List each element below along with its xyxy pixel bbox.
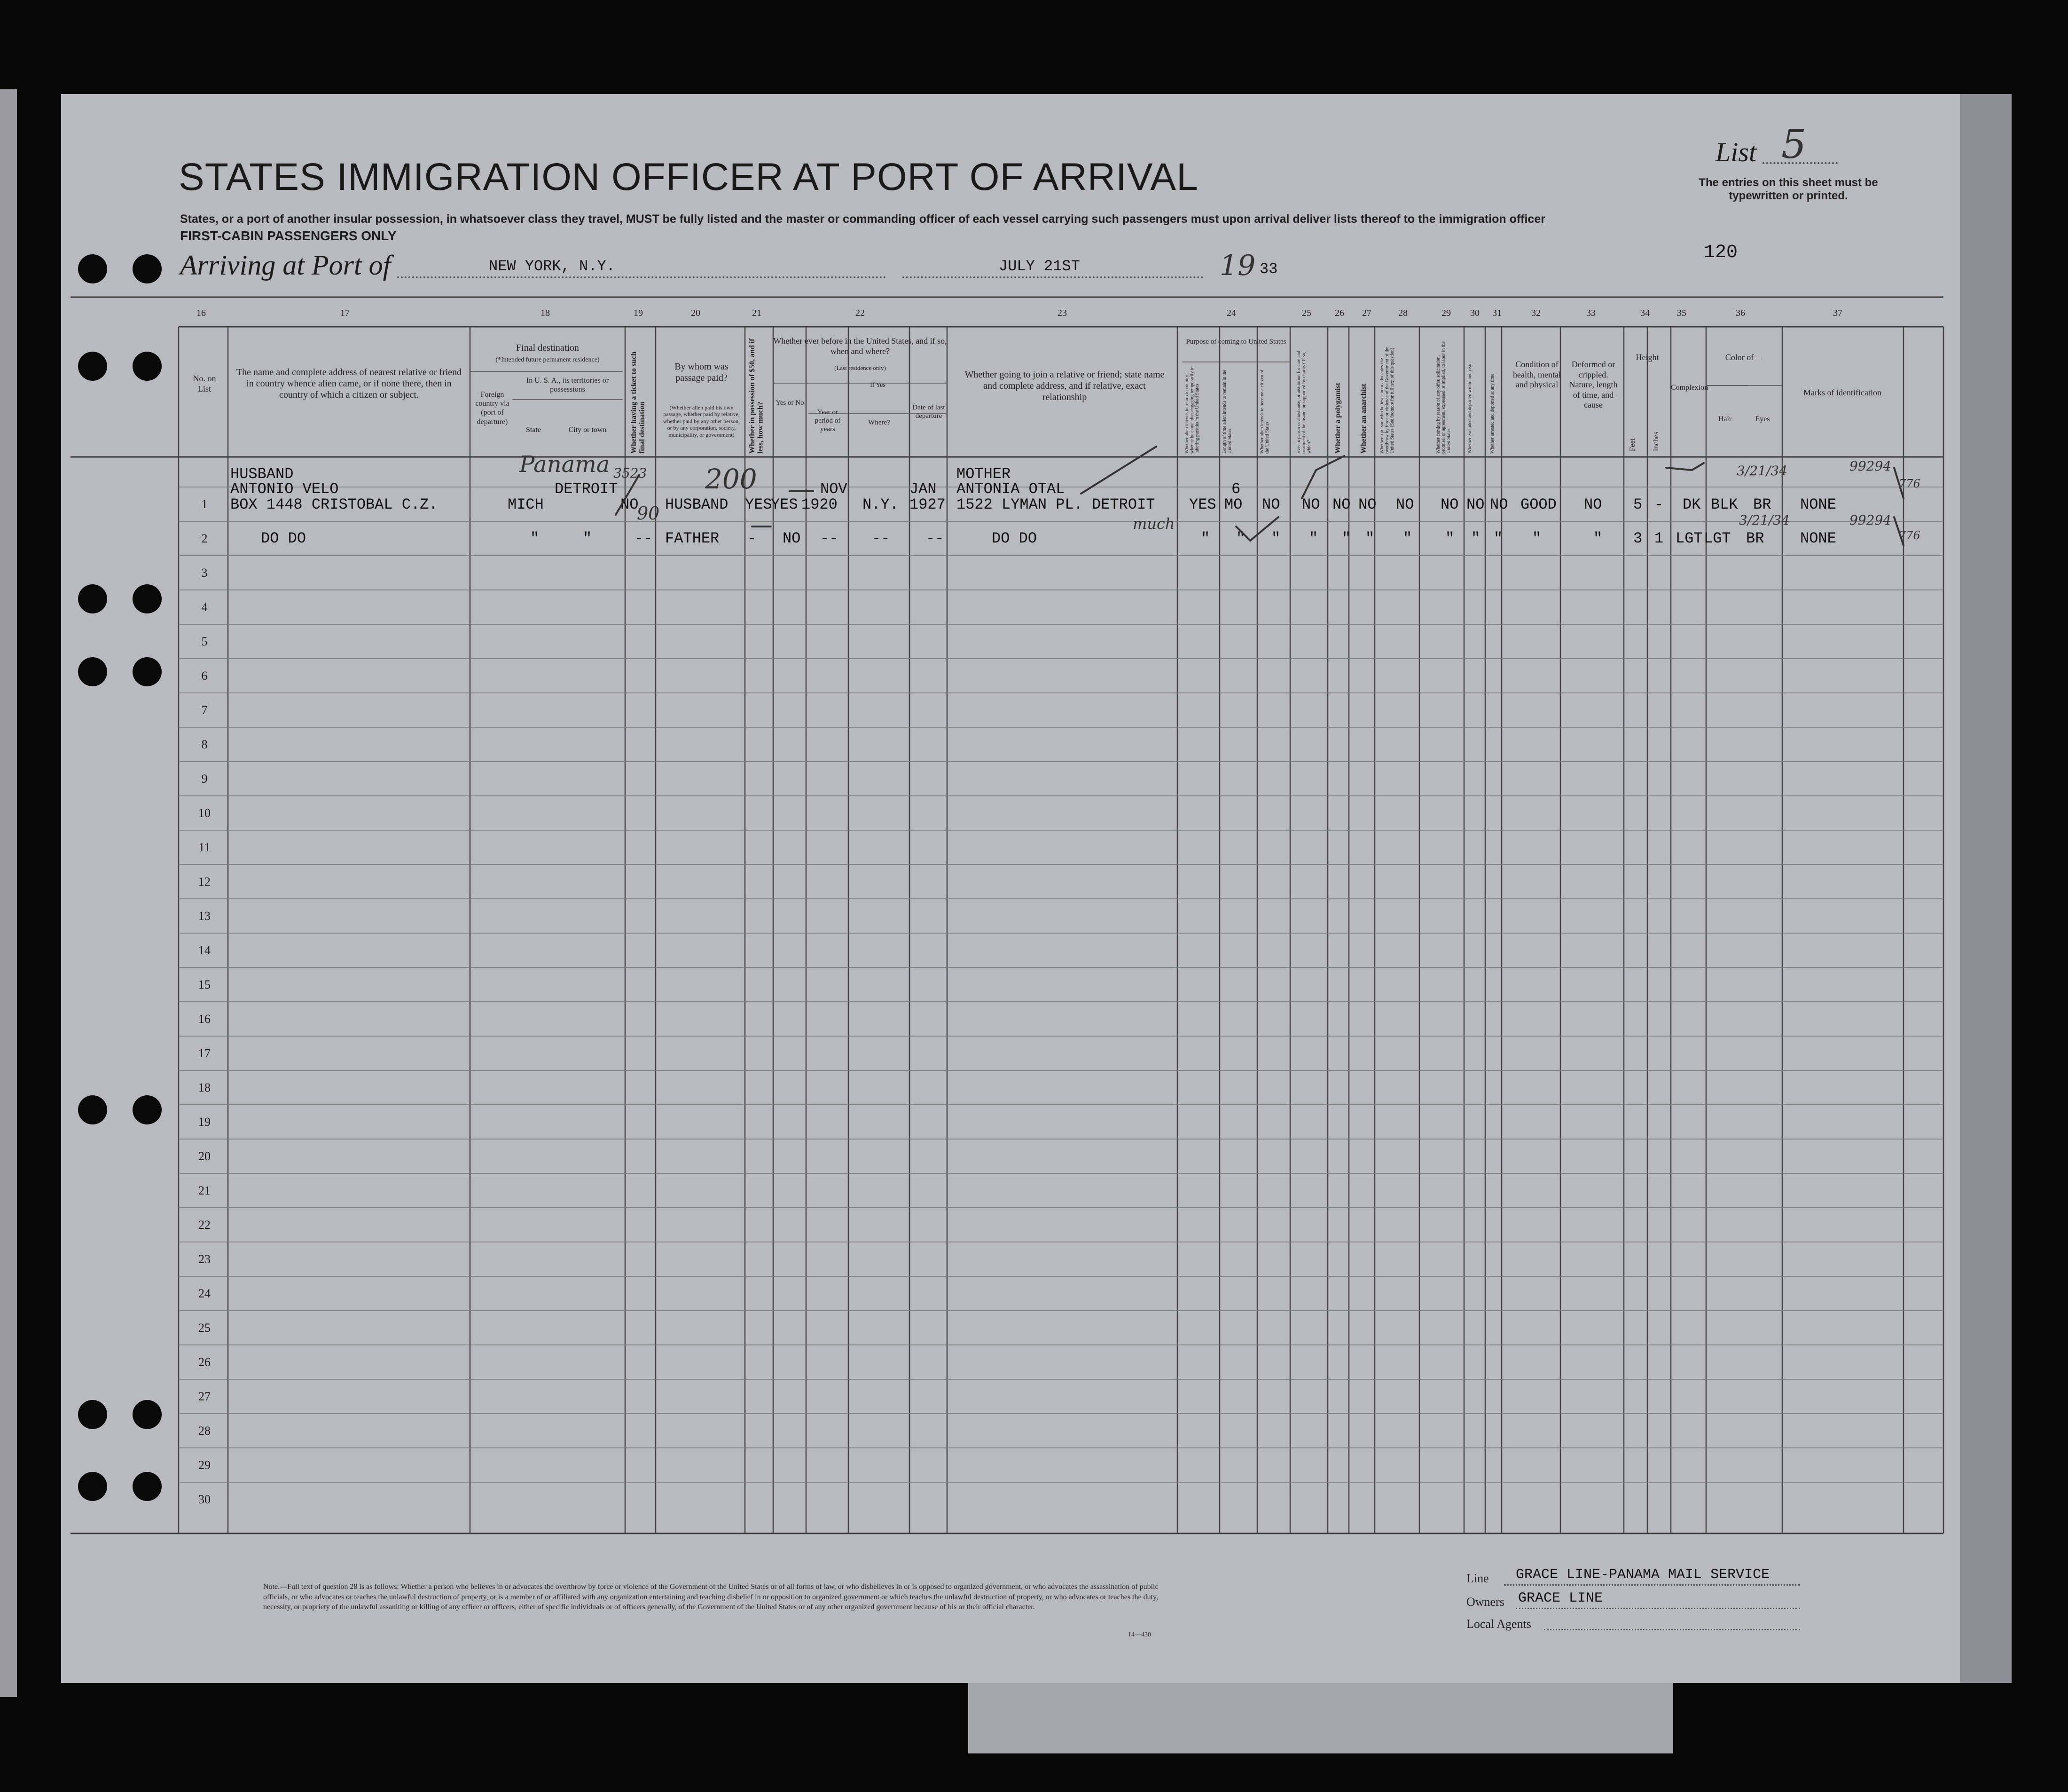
row1-year-month: NOV: [820, 480, 847, 498]
row2-complexion: LGT: [1676, 530, 1703, 547]
header-labor: Whether coming by reason of any offer, solicitation, promise, or agreement, expressed or implied, to labor in the United States: [1436, 341, 1451, 454]
row2-marks: NONE: [1800, 530, 1836, 547]
row1-marks: NONE: [1800, 496, 1836, 513]
col-number-36: 36: [1736, 308, 1745, 318]
row1-departure-year: 1927: [909, 496, 946, 513]
row1-overthrow: NO: [1396, 496, 1414, 513]
col-number-22: 22: [855, 308, 865, 318]
header-purpose-length: Length of time alien intends to remain in the United States: [1222, 369, 1232, 454]
row2-eyes: BR: [1746, 530, 1764, 547]
header-color-of: Color of—: [1725, 353, 1762, 362]
row-number: 3: [201, 566, 208, 580]
row1-inches: -: [1654, 496, 1664, 513]
header-final-destination: Final destination: [516, 343, 579, 353]
row1-where: N.Y.: [862, 496, 899, 513]
row1-purpose-length-hand: 6: [1231, 480, 1241, 498]
header-in-usa: In U. S. A., its territories or possessions: [526, 377, 609, 394]
row1-hair: BLK: [1711, 496, 1738, 513]
header-overthrow: Whether a person who believes in or advocates the overthrow by force or violence of the Government of the United States (See footnote for full text of this question): [1379, 346, 1395, 454]
row2-join: DO DO: [992, 530, 1037, 547]
handwriting-row2-stamp: 3/21/34: [1739, 512, 1790, 528]
col-number-20: 20: [691, 308, 700, 318]
header-polygamist: Whether a polygamist: [1334, 383, 1342, 454]
col-number-18: 18: [540, 308, 550, 318]
header-city: City or town: [568, 426, 607, 434]
header-health: Condition of health, mental and physical: [1513, 360, 1561, 390]
owners-value: GRACE LINE: [1518, 1590, 1603, 1606]
header-deformed: Deformed or crippled. Nature, length of time, and cause: [1569, 360, 1618, 410]
row1-feet: 5: [1633, 496, 1643, 513]
header-inches: Inches: [1652, 432, 1660, 451]
header-purpose: Purpose of coming to United States: [1186, 338, 1286, 346]
col-number-34: 34: [1640, 308, 1650, 318]
row2-paid-by: FATHER: [665, 530, 720, 547]
local-agents-label: Local Agents: [1466, 1617, 1531, 1631]
row1-departure-month: JAN: [909, 480, 937, 498]
row1-arrested: NO: [1490, 496, 1508, 513]
header-height: Height: [1636, 353, 1659, 362]
col-number-16: 16: [196, 308, 206, 318]
handwriting-row1-number: 99294: [1849, 458, 1892, 474]
header-complexion: Complexion: [1671, 384, 1708, 392]
row1-purpose-citizen: NO: [1262, 496, 1280, 513]
owners-underline: [1516, 1608, 1800, 1609]
row-number: 20: [198, 1149, 211, 1163]
row1-health: GOOD: [1520, 496, 1557, 513]
row-number: 24: [198, 1287, 211, 1300]
form-title: STATES IMMIGRATION OFFICER AT PORT OF ARRIVAL: [179, 156, 1198, 198]
header-excluded: Whether excluded and deported within one year: [1467, 363, 1473, 454]
col-number-37: 37: [1833, 308, 1842, 318]
col-number-19: 19: [634, 308, 643, 318]
col-number-17: 17: [340, 308, 350, 318]
row-number: 17: [198, 1046, 211, 1060]
handwriting-ticket-note: 90: [637, 503, 660, 524]
row-number: 7: [201, 703, 208, 717]
row1-city: DETROIT: [555, 480, 618, 498]
row-number: 18: [198, 1081, 211, 1094]
row1-purpose-length: MO: [1224, 496, 1243, 513]
row2-anarchist: ": [1365, 530, 1375, 547]
row2-ticket: --: [634, 530, 653, 547]
row1-anarchist: NO: [1358, 496, 1377, 513]
col-number-24: 24: [1227, 308, 1236, 318]
row-number: 14: [198, 943, 211, 957]
year-prefix: 19: [1220, 249, 1256, 282]
row-number: 30: [198, 1493, 211, 1506]
row-number: 1: [201, 497, 208, 511]
header-final-destination-sub: (*Intended future permanent residence): [495, 356, 600, 363]
header-eyes: Eyes: [1755, 415, 1770, 423]
row2-purpose-return: ": [1201, 530, 1210, 547]
col-number-23: 23: [1058, 308, 1067, 318]
row2-state: ": [530, 530, 540, 547]
form-code: 14—430: [1128, 1631, 1151, 1638]
row2-relative: DO DO: [261, 530, 306, 547]
handwriting-row1-stamp: 3/21/34: [1737, 463, 1787, 479]
col-number-33: 33: [1586, 308, 1596, 318]
list-label: List: [1716, 137, 1757, 167]
row1-deformed: NO: [1584, 496, 1602, 513]
row1-before-yesno: YES: [771, 496, 798, 513]
arriving-label: Arriving at Port of: [180, 250, 391, 281]
header-hair: Hair: [1718, 415, 1732, 423]
row-number: 16: [198, 1012, 211, 1026]
handwriting-final-destination: Panama: [519, 451, 610, 478]
row-number: 5: [201, 635, 208, 648]
row1-complexion: DK: [1683, 496, 1701, 513]
header-where: Where?: [868, 419, 890, 426]
header-feet: Feet: [1629, 438, 1637, 451]
row-number: 10: [198, 806, 211, 820]
handwriting-join-note: much: [1133, 515, 1175, 533]
row-number: 9: [201, 772, 208, 786]
form-subtitle: States, or a port of another insular possession, in whatsoever class they travel, MUST be fully listed and the master or commanding officer of each vessel carrying such passengers must upon arrival deliver lists thereof to the immigration officer: [180, 212, 1545, 226]
col-number-35: 35: [1677, 308, 1686, 318]
col-number-27: 27: [1362, 308, 1371, 318]
row1-labor: NO: [1441, 496, 1459, 513]
row2-where: --: [872, 530, 890, 547]
row1-join-line2: ANTONIA OTAL: [956, 480, 1065, 498]
row2-city: ": [583, 530, 592, 547]
row-number: 6: [201, 669, 208, 683]
handwriting-row2-tail: 776: [1899, 529, 1920, 542]
col-number-30: 30: [1470, 308, 1480, 318]
header-yes-or-no: Yes or No: [776, 399, 804, 407]
row-number: 15: [198, 978, 211, 991]
row-number: 25: [198, 1321, 211, 1335]
row2-year: --: [820, 530, 838, 547]
row1-state: MICH: [508, 496, 544, 513]
row2-fifty: -: [747, 530, 757, 547]
row2-inches: 1: [1654, 530, 1664, 547]
row2-excluded: ": [1471, 530, 1480, 547]
row1-eyes: BR: [1753, 496, 1771, 513]
row1-excluded: NO: [1466, 496, 1485, 513]
header-year-or-period: Year or period of years: [815, 409, 841, 433]
form-class: FIRST-CABIN PASSENGERS ONLY: [180, 228, 397, 243]
row2-health: ": [1532, 530, 1542, 547]
year-suffix: 33: [1260, 260, 1278, 278]
row2-departure: --: [926, 530, 944, 547]
header-anarchist: Whether an anarchist: [1360, 384, 1368, 454]
row2-hair: LGT: [1704, 530, 1731, 547]
header-foreign-country: Foreign country via (port of departure): [475, 391, 509, 426]
date-value: JULY 21ST: [999, 258, 1080, 275]
port-value: NEW YORK, N.Y.: [489, 258, 615, 275]
agents-underline: [1544, 1629, 1800, 1630]
row-number: 11: [198, 841, 211, 854]
row1-year: 1920: [801, 496, 838, 513]
col-number-31: 31: [1492, 308, 1502, 318]
row1-fifty: YES: [745, 496, 772, 513]
handwriting-row1-tail: 776: [1899, 477, 1920, 490]
row1-prison: NO: [1302, 496, 1320, 513]
header-ticket: Whether having a ticket to such final destination: [630, 351, 646, 454]
line-underline: [1504, 1584, 1800, 1586]
header-passage-note: (Whether alien paid his own passage, whether paid by relative, whether paid by any other person, or by any corporation, society, municipality, or government): [663, 404, 740, 438]
row1-relative-line1: HUSBAND: [230, 465, 294, 483]
row2-purpose-length: ": [1236, 530, 1246, 547]
header-before-in-us: Whether ever before in the United States, and if so, when and where?: [773, 336, 947, 356]
row2-deformed: ": [1593, 530, 1603, 547]
row-number: 4: [201, 600, 208, 614]
row2-purpose-citizen: ": [1271, 530, 1281, 547]
col-number-26: 26: [1335, 308, 1344, 318]
handwriting-paid-note: 200: [705, 463, 757, 495]
header-purpose-return: Whether alien intends to return to country whence he came after engaging temporarily in laboring pursuits in the United States: [1184, 366, 1200, 454]
header-date-last-departure: Date of last departure: [912, 404, 945, 420]
row-number: 29: [198, 1458, 211, 1472]
entries-note: The entries on this sheet must be typewritten or printed.: [1699, 176, 1878, 202]
header-if-yes: If Yes: [870, 382, 885, 389]
header-arrested: Whether arrested and deported at any time: [1490, 374, 1495, 454]
row-number: 21: [198, 1184, 211, 1197]
header-prison: Ever in prison or almshouse, or institution for care and treatment of the insane, or supported by charity? If so, which?: [1296, 351, 1312, 454]
stamp-number: 120: [1704, 242, 1738, 263]
row1-paid-by: HUSBAND: [665, 496, 728, 513]
row1-polygamist: NO: [1332, 496, 1351, 513]
row-number: 22: [198, 1218, 211, 1232]
header-fifty-dollars: Whether in possession of $50, and if less, how much?: [748, 338, 765, 454]
row-number: 2: [201, 532, 208, 545]
row2-prison: ": [1309, 530, 1318, 547]
row-number: 19: [198, 1115, 211, 1129]
row-number: 8: [201, 738, 208, 751]
header-marks: Marks of identification: [1803, 388, 1881, 397]
handwriting-number-note: 3523: [613, 465, 647, 481]
row-number: 28: [198, 1424, 211, 1438]
row-number: 27: [198, 1390, 211, 1403]
line-value: GRACE LINE-PANAMA MAIL SERVICE: [1516, 1567, 1770, 1583]
header-purpose-citizen: Whether alien intends to become a citizen of the United States: [1260, 369, 1270, 454]
header-passage-paid: By whom was passage paid?: [674, 362, 728, 383]
row1-relative-line2: ANTONIO VELO: [230, 480, 339, 498]
handwriting-row2-number: 99294: [1849, 512, 1892, 528]
row1-ticket: NO: [620, 496, 639, 513]
line-label: Line: [1466, 1572, 1489, 1585]
col-number-32: 32: [1531, 308, 1541, 318]
row1-relative-line3: BOX 1448 CRISTOBAL C.Z.: [230, 496, 438, 513]
header-relative-address: The name and complete address of nearest relative or friend in country whence alien came, or if none there, then in country of which a citizen or subject.: [236, 367, 462, 400]
header-state: State: [526, 426, 541, 434]
row1-join-line3: 1522 LYMAN PL. DETROIT: [956, 496, 1155, 513]
row2-overthrow: ": [1403, 530, 1412, 547]
row1-purpose-return: YES: [1189, 496, 1216, 513]
owners-label: Owners: [1466, 1595, 1504, 1609]
row2-before-yesno: NO: [783, 530, 801, 547]
row-number: 23: [198, 1252, 211, 1266]
row-number: 13: [198, 909, 211, 923]
row2-arrested: ": [1494, 530, 1503, 547]
footer-note: Note.—Full text of question 28 is as follows: Whether a person who believes in or advocates the overthrow by force or violence of the Government of the United States or of all forms of law, or who disbelieves in or is opposed to organized government, or who advocates the assassination of public officials, or who advocates or teaches the unlawful destruction of property, or is a member of or affiliated with any organization entertaining and teaching disbelief in or opposition to organized government or which teaches the unlawful destruction of property, or who advocates or teaches the duty, necessity, or propriety of the unlawful assaulting or killing of any officer or officers, either of specific individuals or of officers generally, of the Government of the United States or of any other organized government because of his or their official character.: [263, 1583, 1159, 1611]
col-number-21: 21: [752, 308, 761, 318]
row-number: 26: [198, 1355, 211, 1369]
row-number: 12: [198, 875, 211, 888]
header-join-relative: Whether going to join a relative or friend; state name and complete address, and if relative, exact relationship: [964, 369, 1165, 402]
header-before-in-us-sub: (Last residence only): [834, 364, 886, 371]
list-number: 5: [1781, 121, 1807, 167]
row2-labor: ": [1445, 530, 1455, 547]
col-number-28: 28: [1398, 308, 1408, 318]
header-no-on-list: No. on List: [193, 374, 216, 393]
row2-feet: 3: [1633, 530, 1643, 547]
row1-join-line1: MOTHER: [956, 465, 1011, 483]
col-number-25: 25: [1302, 308, 1311, 318]
row2-polygamist: ": [1342, 530, 1351, 547]
col-number-29: 29: [1441, 308, 1451, 318]
